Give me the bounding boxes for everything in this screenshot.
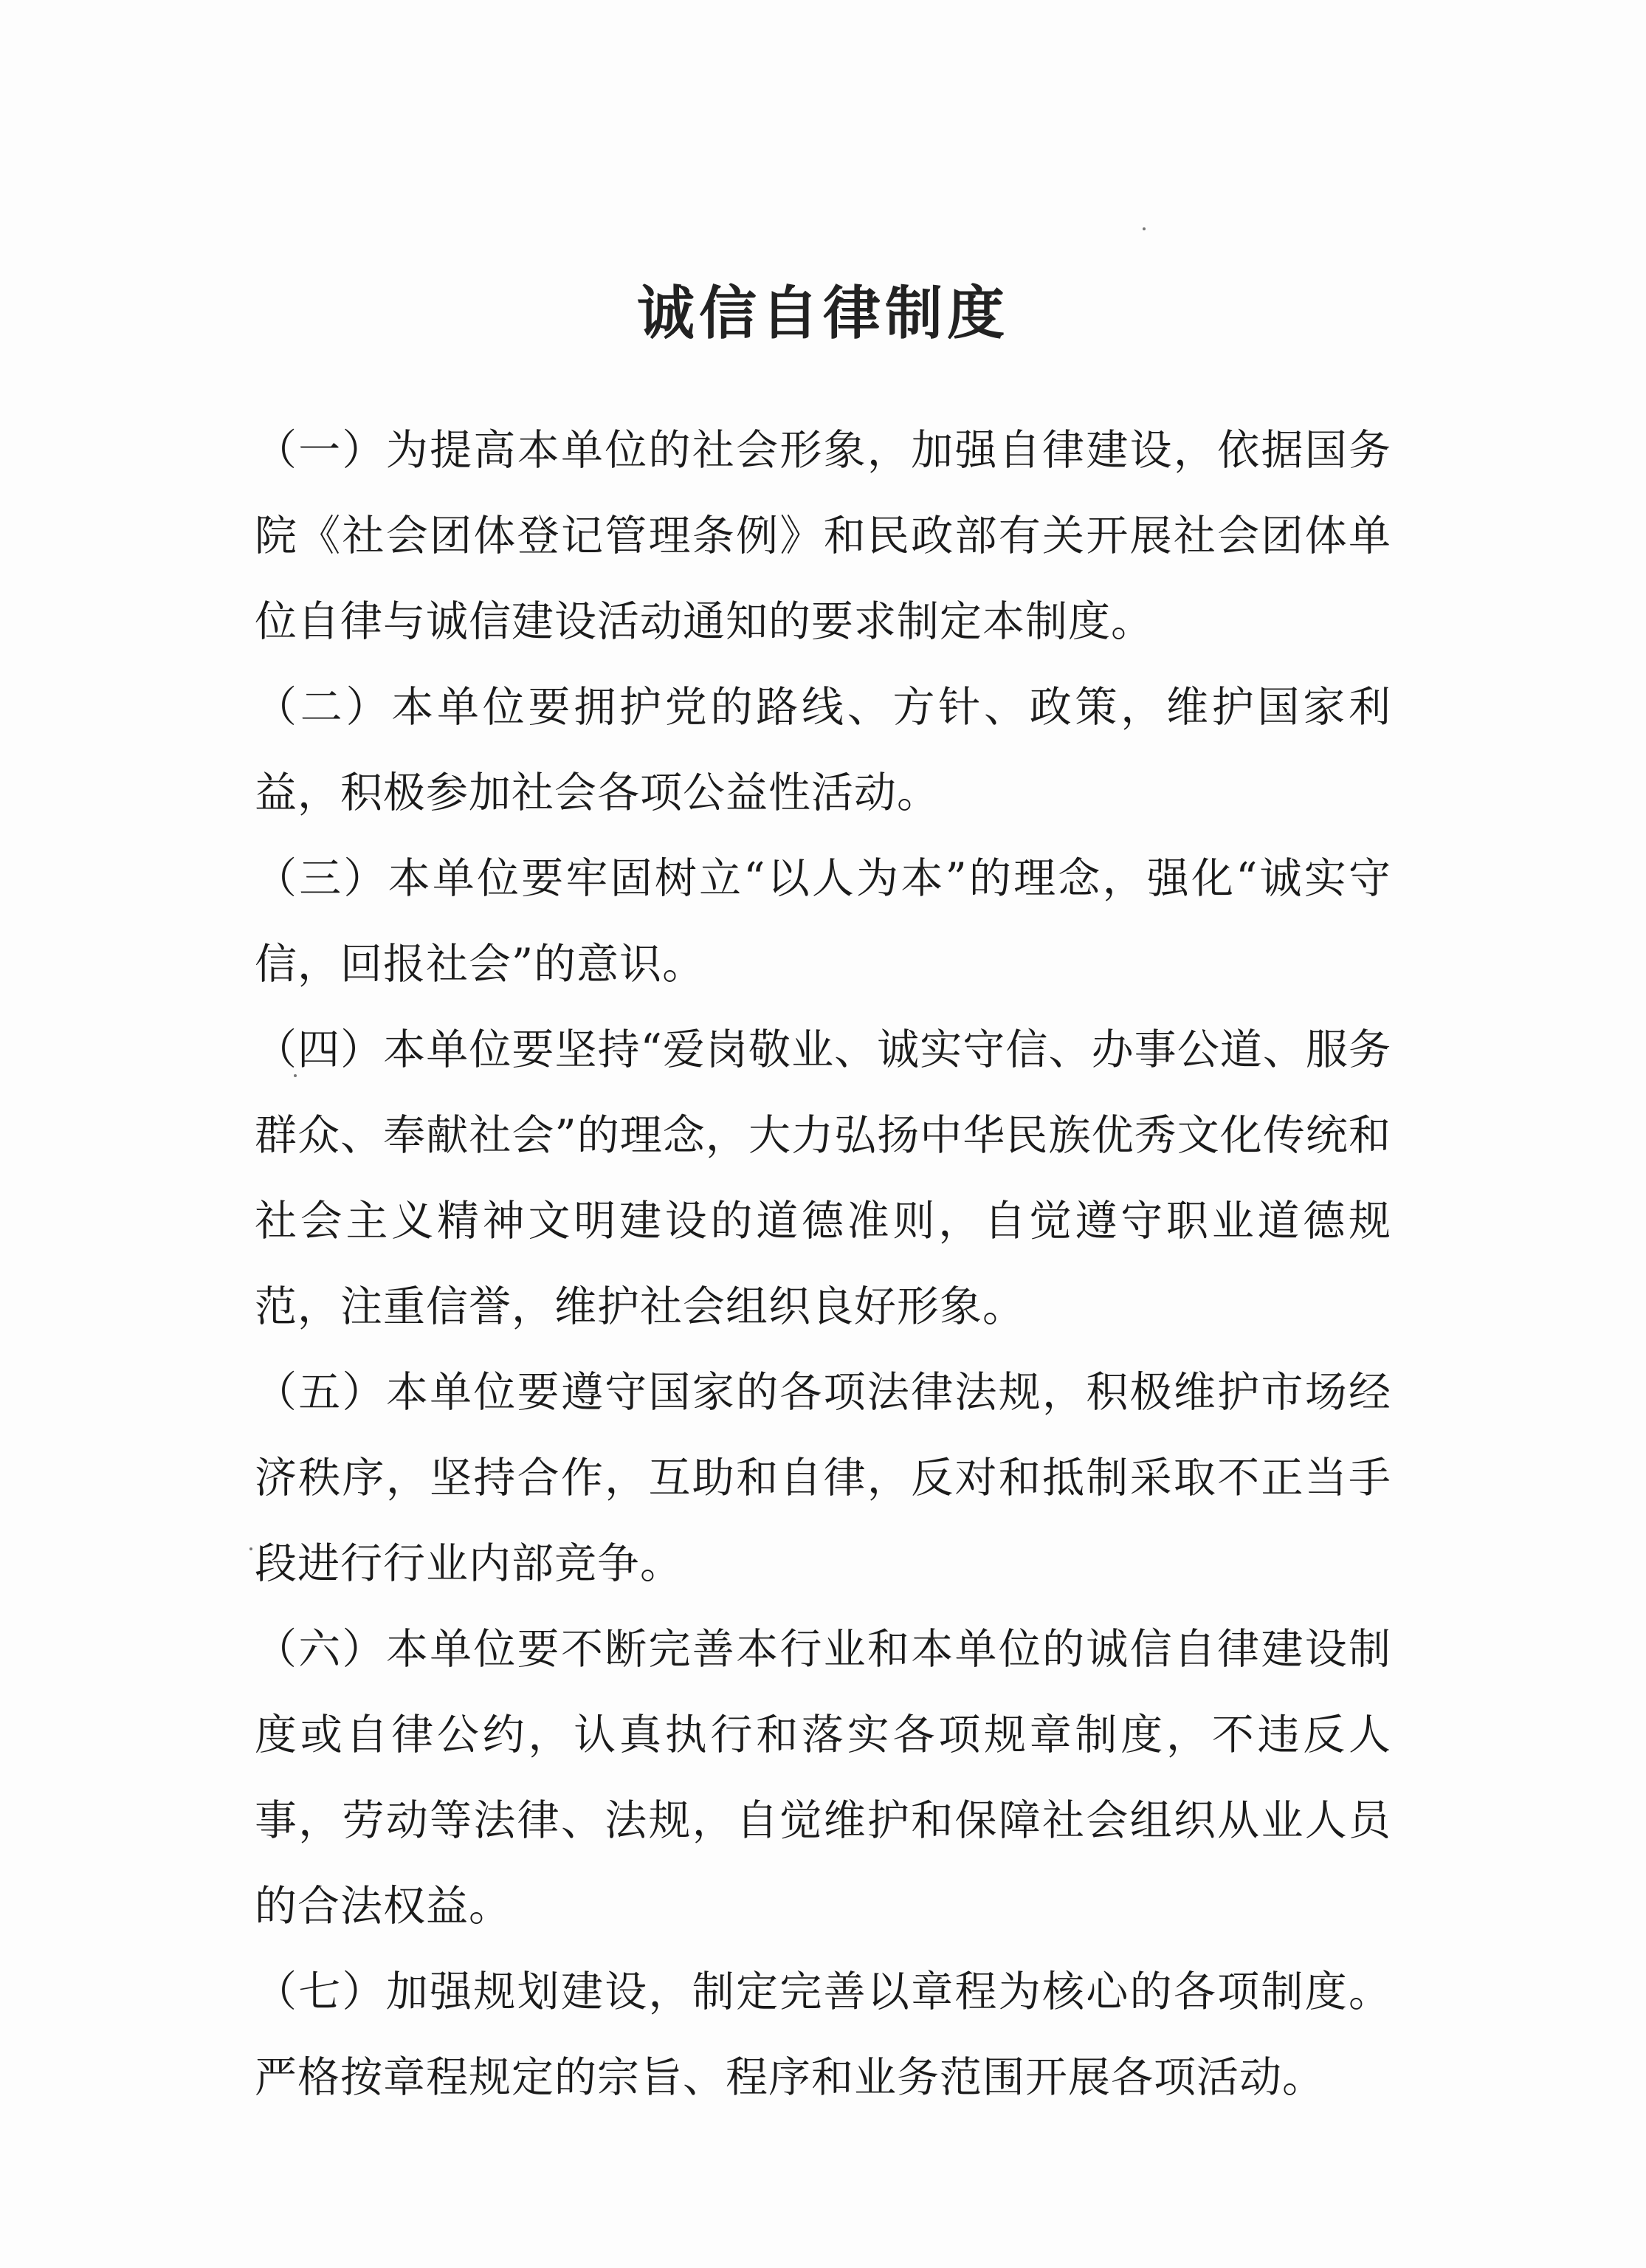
scan-speck — [249, 1547, 252, 1550]
scan-speck — [1143, 227, 1146, 230]
paragraph-2: （二）本单位要拥护党的路线、方针、政策，维护国家利益，积极参加社会各项公益性活动。 — [255, 683, 1391, 817]
paragraph-7: （七）加强规划建设，制定完善以章程为核心的各项制度。严格按章程规定的宗旨、程序和业务范围开展各项活动。 — [255, 1968, 1391, 2102]
document-body — [255, 408, 1391, 2120]
paragraph-6: （六）本单位要不断完善本行业和本单位的诚信自律建设制度或自律公约，认真执行和落实各项规章制度，不违反人事，劳动等法律、法规，自觉维护和保障社会组织从业人员的合法权益。 — [255, 1625, 1391, 1931]
paragraph-5: （五）本单位要遵守国家的各项法律法规，积极维护市场经济秩序，坚持合作，互助和自律，反对和抵制采取不正当手段进行行业内部竞争。 — [255, 1368, 1391, 1588]
paragraph-3: （三）本单位要牢固树立“以人为本”的理念，强化“诚实守信，回报社会”的意识。 — [255, 854, 1391, 989]
paragraph-1: （一）为提高本单位的社会形象，加强自律建设，依据国务院《社会团体登记管理条例》和民政部有关开展社会团体单位自律与诚信建设活动通知的要求制定本制度。 — [255, 426, 1391, 646]
document-title: 诚信自律制度 — [636, 281, 1009, 347]
paragraph-4: （四）本单位要坚持“爱岗敬业、诚实守信、办事公道、服务群众、奉献社会”的理念，大力弘扬中华民族优秀文化传统和社会主义精神文明建设的道德准则，自觉遵守职业道德规范，注重信誉，维护社会组织良好形象。 — [255, 1025, 1391, 1331]
scan-speck — [294, 1074, 297, 1077]
